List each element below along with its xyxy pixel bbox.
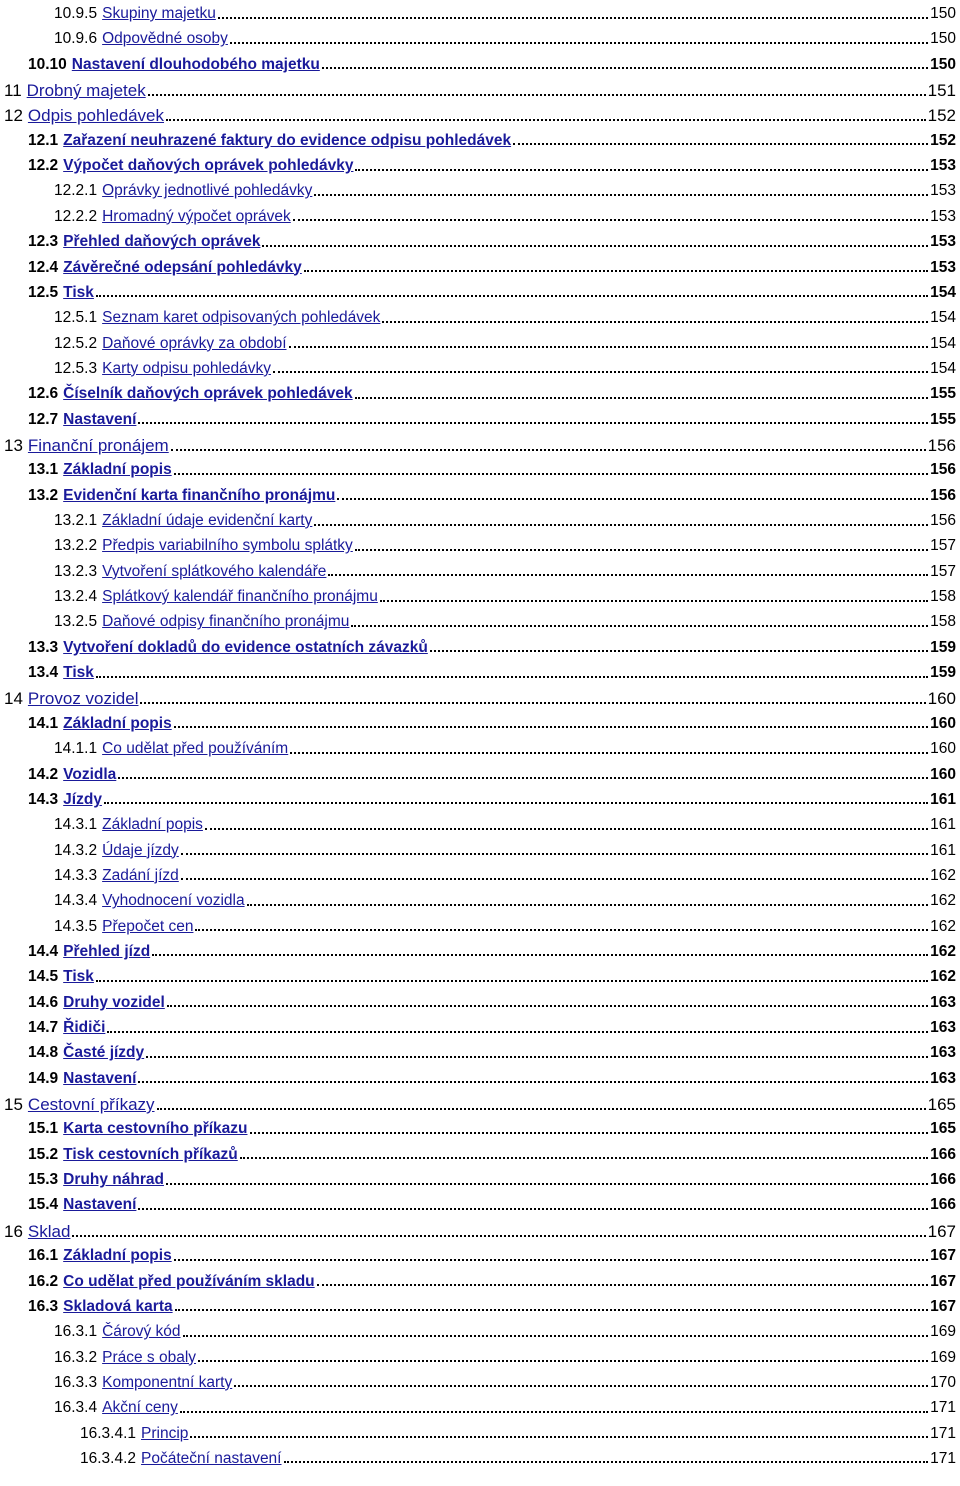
toc-entry-link[interactable]: Zadání jízd [102,866,179,884]
toc-entry[interactable] [54,538,956,554]
toc-entry-link[interactable]: Vyhodnocení vozidla [102,892,245,910]
toc-entry[interactable] [4,1096,956,1113]
toc-entry-page-number: 157 [930,537,956,555]
toc-entry[interactable] [54,1324,956,1340]
toc-entry-page-number: 151 [927,81,956,101]
toc-entry[interactable] [28,716,956,732]
toc-entry-number: 16.3.4.2 [80,1449,137,1467]
toc-entry[interactable] [28,1045,956,1061]
toc-entry-page-number: 171 [930,1399,956,1417]
toc-entry-number: 14.4 [28,942,59,960]
toc-entry-number: 12.4 [28,258,59,276]
toc-entry-number: 10.10 [28,55,67,73]
toc-entry-number: 14.2 [28,765,59,783]
toc-entry-number: 16.3.2 [54,1348,98,1366]
toc-entry-number: 12.2 [28,157,59,175]
toc-entry[interactable] [28,1071,956,1087]
toc-entry-page-number: 160 [927,689,956,709]
toc-dot-leader [317,1284,928,1286]
toc-entry-page-number: 161 [930,790,956,808]
toc-entry-page-number: 153 [930,258,956,276]
toc-entry-page-number: 154 [930,359,956,377]
toc-dot-leader [183,1335,929,1337]
toc-entry-page-number: 163 [930,993,956,1011]
toc-dot-leader [262,245,928,247]
toc-entry-page-number: 161 [930,816,956,834]
toc-entry[interactable] [54,6,956,22]
toc-dot-leader [218,17,928,19]
toc-entry-page-number: 167 [930,1247,956,1265]
toc-dot-leader [355,549,928,551]
toc-entry-link[interactable]: Drobný majetek [26,81,146,101]
toc-entry-number: 13.2 [28,486,59,504]
toc-entry-link[interactable]: Údaje jízdy [102,841,179,859]
toc-entry-page-number: 158 [930,588,956,606]
toc-entry-page-number: 152 [927,106,956,126]
toc-entry-number: 16.3.3 [54,1373,98,1391]
toc-entry-link[interactable]: Číselník daňových oprávek pohledávek [63,385,353,403]
toc-entry-page-number: 153 [930,157,956,175]
toc-entry-page-number: 171 [930,1424,956,1442]
toc-entry-number: 12.5 [28,283,59,301]
toc-dot-leader [104,802,928,804]
toc-entry-page-number: 153 [930,207,956,225]
toc-entry[interactable] [54,310,956,326]
toc-entry[interactable] [4,437,956,454]
toc-entry[interactable] [80,1426,956,1442]
toc-entry-page-number: 163 [930,1069,956,1087]
toc-dot-leader [380,600,928,602]
toc-entry-link[interactable]: Daňové odpisy finančního pronájmu [102,613,350,631]
toc-entry-link[interactable]: Tisk [63,283,94,301]
toc-entry-link[interactable]: Základní popis [63,461,172,479]
toc-entry-page-number: 162 [930,866,956,884]
toc-entry-page-number: 167 [927,1221,956,1241]
toc-entry-number: 13.2.4 [54,588,98,606]
toc-entry-number: 12.5.2 [54,334,98,352]
toc-dot-leader [230,42,928,44]
toc-entry-number: 14.6 [28,993,59,1011]
toc-entry[interactable] [54,843,956,859]
toc-entry-link[interactable]: Co udělat před používáním skladu [63,1272,315,1290]
toc-entry-link[interactable]: Výpočet daňových oprávek pohledávky [63,157,354,175]
toc-entry-link[interactable]: Základní popis [102,816,203,834]
toc-entry-page-number: 150 [930,55,956,73]
toc-entry-page-number: 161 [930,841,956,859]
toc-entry[interactable] [54,817,956,833]
toc-entry[interactable] [28,969,956,985]
toc-entry-number: 13.2.1 [54,512,98,529]
toc-entry[interactable] [28,1197,956,1213]
toc-entry[interactable] [28,792,956,808]
toc-dot-leader [152,954,928,956]
toc-entry-page-number: 150 [930,30,956,48]
toc-entry-link[interactable]: Komponentní karty [102,1373,233,1391]
toc-entry-link[interactable]: Evidenční karta finančního pronájmu [63,486,336,504]
toc-entry-link[interactable]: Základní údaje evidenční karty [102,512,313,529]
toc-entry-number: 14.1 [28,714,59,732]
toc-entry[interactable] [4,1223,956,1240]
toc-entry-page-number: 170 [930,1373,956,1391]
toc-entry-link[interactable]: Nastavení dlouhodobého majetku [71,55,320,73]
toc-entry[interactable] [54,1375,956,1391]
toc-entry[interactable] [28,767,956,783]
toc-entry-page-number: 167 [930,1297,956,1315]
toc-entry[interactable] [28,1121,956,1137]
toc-entry-page-number: 160 [930,740,956,758]
toc-entry-page-number: 158 [930,613,956,631]
toc-entry[interactable] [54,1350,956,1366]
toc-dot-leader [273,371,928,373]
toc-dot-leader [138,1208,928,1210]
toc-entry-link[interactable]: Hromadný výpočet oprávek [102,207,291,225]
toc-entry-link[interactable]: Cestovní příkazy [27,1095,155,1115]
toc-entry[interactable] [54,868,956,884]
toc-dot-leader [513,143,928,145]
toc-entry-number: 11 [4,81,22,101]
toc-entry-link[interactable]: Nastavení [63,1069,137,1087]
toc-entry-number: 14.3.4 [54,892,98,910]
toc-entry-number: 12.7 [28,410,59,428]
toc-entry[interactable] [28,158,956,174]
toc-dot-leader [290,752,928,754]
toc-entry-link[interactable]: Tisk [63,664,94,682]
toc-dot-leader [166,1183,928,1185]
toc-entry-link[interactable]: Přehled jízd [63,942,151,960]
toc-entry[interactable] [54,209,956,225]
toc-entry[interactable] [28,995,956,1011]
toc-entry-page-number: 166 [930,1196,956,1214]
toc-entry-link[interactable]: Časté jízdy [63,1044,145,1062]
toc-dot-leader [174,726,928,728]
toc-entry-link[interactable]: Princip [141,1424,189,1442]
toc-entry[interactable] [54,919,956,935]
toc-dot-leader [430,650,928,652]
toc-entry-page-number: 154 [930,334,956,352]
toc-entry-link[interactable]: Skladová karta [63,1297,173,1315]
toc-entry-page-number: 165 [927,1095,956,1115]
toc-entry-number: 15.1 [28,1120,59,1138]
toc-dot-leader [118,777,928,779]
toc-entry-number: 10.9.5 [54,5,98,22]
toc-entry-link[interactable]: Přehled daňových oprávek [63,233,261,251]
toc-entry-page-number: 156 [930,486,956,504]
toc-dot-leader [351,625,928,627]
toc-entry-number: 14.3.1 [54,816,98,834]
toc-entry-link[interactable]: Předpis variabilního symbolu splátky [102,537,353,555]
toc-entry-link[interactable]: Vytvoření dokladů do evidence ostatních závazků [63,638,428,656]
toc-entry-number: 15 [4,1095,23,1115]
toc-entry[interactable] [28,412,956,428]
toc-dot-leader [322,67,928,69]
toc-entry-link[interactable]: Čárový kód [102,1323,181,1341]
toc-entry-page-number: 169 [930,1323,956,1341]
toc-dot-leader [171,449,926,451]
toc-dot-leader [138,1081,928,1083]
toc-entry[interactable] [4,82,956,99]
toc-entry-number: 13.1 [28,461,59,479]
toc-entry-number: 14.9 [28,1069,59,1087]
toc-entry-link[interactable]: Počáteční nastavení [141,1449,282,1467]
toc-entry-link[interactable]: Druhy vozidel [63,993,165,1011]
toc-entry[interactable] [28,1172,956,1188]
toc-entry-number: 16.1 [28,1247,59,1265]
toc-dot-leader [314,524,928,526]
toc-entry-number: 12.3 [28,233,59,251]
toc-entry[interactable] [28,260,956,276]
toc-dot-leader [250,1132,929,1134]
toc-entry-link[interactable]: Vozidla [63,765,117,783]
toc-entry[interactable] [4,107,956,124]
toc-entry-page-number: 163 [930,1019,956,1036]
toc-entry-page-number: 160 [930,714,956,732]
toc-entry-link[interactable]: Sklad [27,1221,71,1241]
toc-entry-link[interactable]: Provoz vozidel [27,689,139,709]
toc-entry-number: 14.7 [28,1019,59,1036]
toc-dot-leader [205,828,928,830]
toc-entry-page-number: 155 [930,385,956,403]
toc-entry-number: 16.3.1 [54,1323,98,1341]
toc-entry-link[interactable]: Co udělat před používáním [102,740,289,758]
toc-entry-number: 15.2 [28,1145,59,1163]
toc-entry-link[interactable]: Přepočet cen [102,917,194,935]
toc-entry-number: 12.6 [28,385,59,403]
toc-entry-page-number: 162 [930,968,956,986]
toc-entry-number: 12 [4,106,23,126]
toc-entry-number: 16.2 [28,1272,59,1290]
toc-dot-leader [190,1436,928,1438]
toc-dot-leader [148,94,926,96]
toc-dot-leader [304,270,928,272]
toc-dot-leader [181,853,928,855]
toc-dot-leader [96,980,928,982]
toc-entry-number: 16.3.4.1 [80,1424,137,1442]
toc-entry-number: 13.3 [28,638,59,656]
toc-entry[interactable] [28,1147,956,1163]
toc-entry[interactable] [80,1451,956,1467]
toc-dot-leader [146,1056,928,1058]
toc-dot-leader [195,929,928,931]
toc-entry-page-number: 152 [930,131,956,149]
toc-entry-link[interactable]: Nastavení [63,1196,137,1214]
toc-dot-leader [96,295,928,297]
toc-entry-link[interactable]: Karta cestovního příkazu [63,1120,248,1138]
toc-dot-leader [355,397,929,399]
toc-entry-page-number: 162 [930,942,956,960]
toc-entry-link[interactable]: Finanční pronájem [27,435,169,455]
toc-entry-number: 14.5 [28,968,59,986]
toc-entry-page-number: 166 [930,1145,956,1163]
toc-dot-leader [247,904,929,906]
toc-entry[interactable] [28,665,956,681]
toc-entry-page-number: 160 [930,765,956,783]
toc-dot-leader [138,422,928,424]
toc-dot-leader [337,498,928,500]
toc-entry-page-number: 155 [930,410,956,428]
toc-entry-number: 14.1.1 [54,740,98,758]
toc-dot-leader [180,1411,928,1413]
toc-entry-page-number: 156 [930,461,956,479]
toc-entry[interactable] [28,133,956,149]
toc-dot-leader [355,169,928,171]
toc-entry-page-number: 159 [930,638,956,656]
toc-entry-page-number: 150 [930,5,956,22]
toc-dot-leader [107,1031,928,1033]
toc-dot-leader [140,702,925,704]
toc-entry-number: 13 [4,435,23,455]
toc-entry[interactable] [54,741,956,757]
toc-dot-leader [174,1259,928,1261]
toc-entry-page-number: 156 [930,512,956,529]
toc-entry[interactable] [54,1400,956,1416]
toc-entry[interactable] [28,1274,956,1290]
toc-entry-page-number: 162 [930,892,956,910]
toc-entry-page-number: 169 [930,1348,956,1366]
toc-entry-link[interactable]: Základní popis [63,1247,172,1265]
toc-dot-leader [284,1461,929,1463]
toc-entry-number: 12.5.3 [54,359,98,377]
toc-entry-number: 14.3 [28,790,59,808]
toc-entry-number: 15.4 [28,1196,59,1214]
toc-entry-page-number: 154 [930,309,956,327]
toc-dot-leader [181,878,928,880]
toc-entry[interactable] [28,57,956,73]
toc-entry[interactable] [54,513,956,529]
toc-entry-page-number: 166 [930,1171,956,1189]
toc-entry-number: 16.3.4 [54,1399,98,1417]
toc-entry-page-number: 154 [930,283,956,301]
toc-entry-link[interactable]: Skupiny majetku [102,5,216,22]
toc-entry[interactable] [54,893,956,909]
toc-entry-link[interactable]: Jízdy [63,790,102,808]
toc-entry-link[interactable]: Závěrečné odepsání pohledávky [63,258,302,276]
toc-dot-leader [240,1157,928,1159]
toc-dot-leader [293,219,928,221]
toc-entry[interactable] [54,336,956,352]
toc-entry-link[interactable]: Odpovědné osoby [102,30,228,48]
toc-entry-number: 12.2.2 [54,207,98,225]
toc-entry-link[interactable]: Řidiči [63,1019,106,1036]
toc-entry-link[interactable]: Základní popis [63,714,172,732]
toc-entry-link[interactable]: Daňové oprávky za období [102,334,287,352]
toc-entry-link[interactable]: Tisk [63,968,94,986]
toc-entry-page-number: 159 [930,664,956,682]
toc-entry-link[interactable]: Zařazení neuhrazené faktury do evidence odpisu pohledávek [63,131,512,149]
toc-entry-link[interactable]: Oprávky jednotlivé pohledávky [102,182,313,200]
toc-entry[interactable] [54,361,956,377]
toc-entry-link[interactable]: Karty odpisu pohledávky [102,359,271,377]
toc-entry[interactable] [28,944,956,960]
toc-entry[interactable] [54,31,956,47]
toc-dot-leader [198,1360,928,1362]
toc-entry-link[interactable]: Odpis pohledávek [27,106,165,126]
toc-entry-number: 13.4 [28,664,59,682]
toc-entry-page-number: 171 [930,1449,956,1467]
toc-entry-link[interactable]: Práce s obaly [102,1348,197,1366]
toc-entry-page-number: 157 [930,562,956,580]
toc-entry-page-number: 165 [930,1120,956,1138]
toc-entry-number: 14.8 [28,1044,59,1062]
toc-entry-link[interactable]: Tisk cestovních příkazů [63,1145,238,1163]
toc-entry[interactable] [28,462,956,478]
toc-entry[interactable] [28,640,956,656]
toc-entry[interactable] [28,234,956,250]
toc-entry-link[interactable]: Druhy náhrad [63,1171,164,1189]
toc-dot-leader [234,1385,928,1387]
toc-entry-link[interactable]: Seznam karet odpisovaných pohledávek [102,309,381,327]
toc-dot-leader [96,676,928,678]
toc-entry-number: 12.1 [28,131,59,149]
toc-entry-number: 12.5.1 [54,309,98,327]
toc-entry[interactable] [54,183,956,199]
toc-entry-link[interactable]: Vytvoření splátkového kalendáře [102,562,327,580]
toc-entry[interactable] [54,614,956,630]
toc-entry-number: 10.9.6 [54,30,98,48]
toc-entry-number: 13.2.5 [54,613,98,631]
toc-entry-page-number: 167 [930,1272,956,1290]
toc-entry[interactable] [54,589,956,605]
toc-entry-number: 15.3 [28,1171,59,1189]
toc-entry[interactable] [28,1020,956,1036]
toc-entry[interactable] [28,386,956,402]
toc-entry-number: 13.2.3 [54,562,98,580]
toc-entry-page-number: 163 [930,1044,956,1062]
toc-entry-number: 14.3.2 [54,841,98,859]
toc-entry-page-number: 156 [927,435,956,455]
toc-entry-number: 14.3.3 [54,866,98,884]
toc-entry-number: 14.3.5 [54,917,98,935]
toc-entry-number: 13.2.2 [54,537,98,555]
toc-entry-number: 14 [4,689,23,709]
toc-entry-link[interactable]: Nastavení [63,410,137,428]
toc-entry-page-number: 153 [930,233,956,251]
toc-dot-leader [175,1309,929,1311]
toc-entry[interactable] [28,488,956,504]
toc-entry[interactable] [54,564,956,580]
toc-dot-leader [289,346,929,348]
toc-entry[interactable] [28,1248,956,1264]
toc-entry-link[interactable]: Splátkový kalendář finančního pronájmu [102,588,378,606]
toc-dot-leader [157,1108,926,1110]
toc-dot-leader [328,574,928,576]
toc-entry[interactable] [4,690,956,707]
toc-entry-page-number: 153 [930,182,956,200]
toc-dot-leader [314,194,928,196]
toc-entry-link[interactable]: Akční ceny [102,1399,178,1417]
toc-dot-leader [382,321,928,323]
toc-entry-number: 16 [4,1221,23,1241]
toc-dot-leader [174,473,928,475]
toc-entry-number: 16.3 [28,1297,59,1315]
toc-dot-leader [167,1005,928,1007]
toc-entry-number: 12.2.1 [54,182,98,200]
toc-entry[interactable] [28,285,956,301]
toc-entry[interactable] [28,1299,956,1315]
toc-entry-page-number: 162 [930,917,956,935]
toc-dot-leader [166,119,926,121]
toc-dot-leader [72,1235,925,1237]
